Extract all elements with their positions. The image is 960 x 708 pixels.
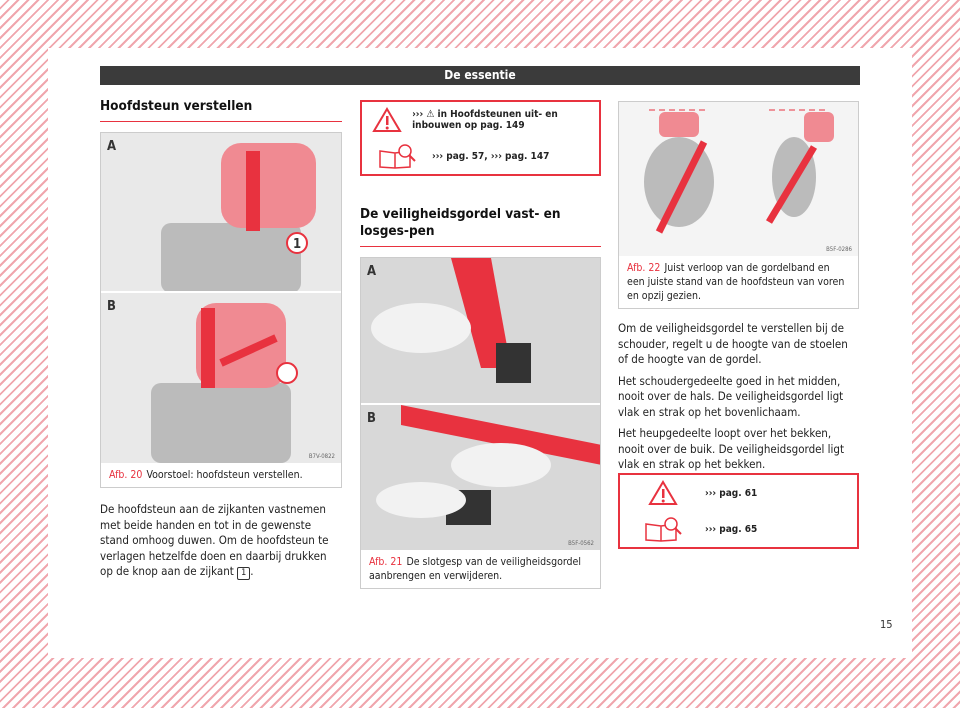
belt-position-image: [619, 102, 858, 256]
figure-caption: [101, 463, 341, 487]
paragraph-hip: Het heupgedeelte loopt over het bekken, nooit over de buik. De veiligheidsgordel ligt vlak en strak op het bekken.: [618, 426, 845, 471]
caption-number: Afb. 22: [627, 262, 661, 274]
figure-21: [360, 257, 601, 589]
column-headrest: [100, 98, 342, 580]
headrest-image-b: [101, 293, 341, 463]
caption-text: De slotgesp van de veiligheidsgordel aanbrengen en verwijderen.: [369, 556, 581, 582]
warning-row: [362, 102, 599, 138]
caption-text: Voorstoel: hoofdsteun verstellen.: [146, 469, 303, 481]
headrest-image-a: [101, 133, 341, 291]
warning-icon: [620, 480, 705, 506]
section-header: De essentie: [100, 66, 860, 85]
image-code: B5F-0562: [568, 540, 594, 547]
buckle-illustration-icon: [361, 258, 600, 403]
column-belt-position: [618, 101, 859, 473]
panel-label-a: A: [367, 264, 377, 279]
buckle-image-b: [361, 405, 600, 550]
panel-label-b: B: [107, 299, 116, 314]
reference-link[interactable]: ››› pag. 65: [705, 523, 758, 535]
book-search-icon: [620, 516, 705, 542]
notice-box-headrest: [360, 100, 601, 176]
caption-text: Juist verloop van de gordelband en een juiste stand van de hoofdsteun van voren en opzij gezien.: [627, 262, 845, 302]
caption-number: Afb. 21: [369, 556, 403, 568]
notice-box-belt: [618, 473, 859, 549]
headrest-illustration-icon: [101, 133, 341, 291]
figure-20: [100, 132, 342, 488]
buckle-image-a: [361, 258, 600, 403]
heading-seatbelt: De veiligheidsgordel vast- en losges-pen: [360, 206, 601, 247]
column-seatbelt: [360, 206, 601, 589]
paragraph-text: De hoofdsteun aan de zijkanten vastnemen met beide handen en tot in de gewenste stand omhoog duwen. Om de hoofdsteun te verlagen hetzelfde doen en daarbij drukken op de knop aan de zijkant: [100, 502, 329, 578]
svg-text:1: 1: [293, 237, 302, 252]
reference-row: [620, 511, 857, 547]
buckle-release-illustration-icon: [361, 405, 600, 550]
callout-ref: 1: [237, 567, 250, 580]
period: .: [250, 564, 254, 578]
headrest-adjust-illustration-icon: [101, 293, 341, 463]
caption-number: Afb. 20: [109, 469, 143, 481]
image-code: B5F-0286: [826, 246, 852, 253]
page-number: 15: [880, 618, 893, 631]
heading-headrest: Hoofdsteun verstellen: [100, 98, 342, 122]
paragraph-shoulder: Het schoudergedeelte goed in het midden, nooit over de hals. De veiligheidsgordel ligt vlak en strak op het bovenlichaam.: [618, 373, 844, 419]
warning-icon: [362, 107, 412, 133]
figure-caption: [619, 256, 858, 308]
panel-label-b: B: [367, 411, 376, 426]
panel-label-a: A: [107, 139, 117, 154]
reference-link[interactable]: ››› pag. 57, ››› pag. 147: [432, 150, 550, 162]
paragraph-headrest: [100, 502, 342, 580]
figure-22: [618, 101, 859, 309]
warning-link[interactable]: ››› ⚠ in Hoofdsteunen uit- en inbouwen op pag. 149: [412, 109, 558, 131]
paragraph-shoulder-adjust: Om de veiligheidsgordel te verstellen bij de schouder, regelt u de hoogte van de stoelen of de hoogte van de gordel.: [618, 321, 848, 366]
skeleton-belt-illustration-icon: [619, 102, 858, 256]
image-code: B7V-0822: [308, 453, 335, 460]
reference-row: [362, 138, 599, 174]
book-search-icon: [362, 143, 432, 169]
warning-link[interactable]: ››› pag. 61: [705, 487, 758, 499]
figure-caption: [361, 550, 600, 588]
warning-row: [620, 475, 857, 511]
